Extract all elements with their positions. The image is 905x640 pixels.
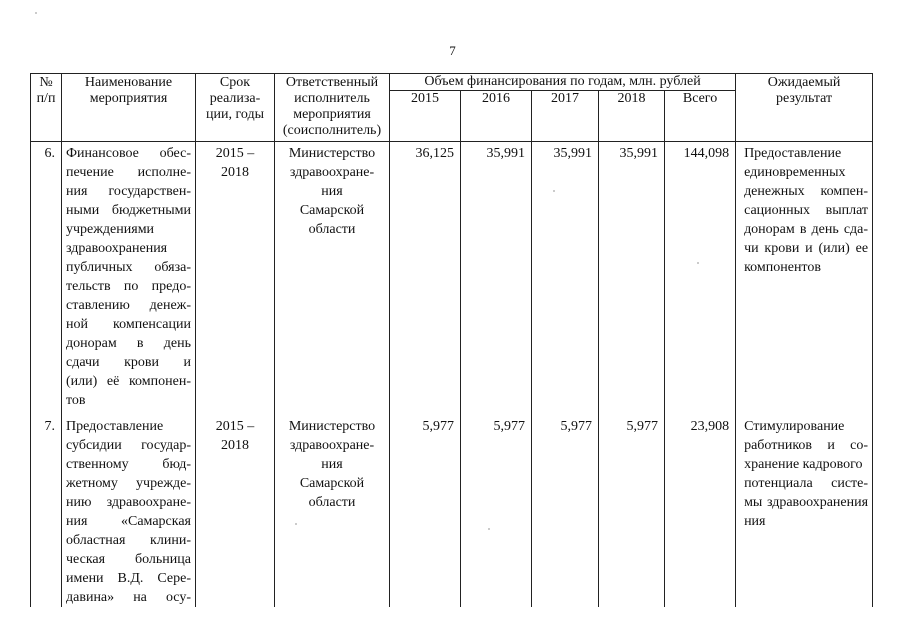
name-line: ния «Самарская bbox=[66, 514, 191, 529]
executor-line: Самарской bbox=[299, 203, 365, 218]
activity-name bbox=[62, 412, 196, 607]
result-line: денежных компен- bbox=[744, 184, 869, 199]
header-term: Срок реализа-ции, годы bbox=[196, 74, 275, 142]
executor-line: здравоохране- bbox=[289, 438, 375, 453]
header-year-2016: 2016 bbox=[461, 91, 532, 142]
name-line: Финансовое обес- bbox=[66, 146, 191, 161]
term-cell bbox=[196, 142, 275, 413]
header-row-main bbox=[31, 74, 873, 91]
result-line: работников и со- bbox=[744, 438, 869, 453]
executor-cell bbox=[275, 142, 390, 413]
executor-line: Министерство bbox=[288, 419, 376, 434]
executor-line: области bbox=[308, 495, 356, 510]
name-line: (или) её компонен- bbox=[66, 374, 191, 389]
result-line: донорам в день сда- bbox=[744, 222, 869, 237]
value-2016: 5,977 bbox=[461, 412, 532, 607]
value-total: 144,098 bbox=[665, 142, 736, 413]
header-num: № п/п bbox=[31, 74, 62, 142]
name-line: ственному бюд- bbox=[66, 457, 191, 472]
executor-line: здравоохране- bbox=[289, 165, 375, 180]
value-2016: 35,991 bbox=[461, 142, 532, 413]
name-line: жетному учрежде- bbox=[66, 476, 191, 491]
result-line: Предоставление bbox=[744, 146, 842, 161]
page-number: 7 bbox=[449, 43, 456, 58]
result-line: хранение кадрового bbox=[744, 457, 863, 472]
header-total: Всего bbox=[665, 91, 736, 142]
scan-speck bbox=[697, 262, 699, 264]
result-line: Стимулирование bbox=[744, 419, 845, 434]
executor-line: Самарской bbox=[299, 476, 365, 491]
name-line: давина» на осу- bbox=[66, 590, 191, 605]
term-line: 2018 bbox=[221, 438, 249, 453]
name-line: нию здравоохране- bbox=[66, 495, 191, 510]
financing-table bbox=[30, 73, 873, 607]
term-cell bbox=[196, 412, 275, 607]
name-line: ными бюджетными bbox=[66, 203, 191, 218]
result-line: ния bbox=[744, 514, 766, 529]
result-line: единовременных bbox=[744, 165, 846, 180]
name-line: субсидии государ- bbox=[66, 438, 191, 453]
result-line: потенциала систе- bbox=[744, 476, 869, 491]
name-line: Предоставление bbox=[66, 419, 164, 434]
term-line: 2015 – bbox=[215, 146, 255, 161]
scan-speck bbox=[35, 12, 37, 14]
header-name: Наименование мероприятия bbox=[62, 74, 196, 142]
name-line: ния государствен- bbox=[66, 184, 191, 199]
header-financing: Объем финансирования по годам, млн. рублей bbox=[390, 74, 736, 91]
executor-line: области bbox=[308, 222, 356, 237]
scan-speck bbox=[295, 523, 297, 525]
name-line: тов bbox=[66, 393, 86, 408]
name-line: тельств по предо- bbox=[66, 279, 191, 294]
name-line: публичных обяза- bbox=[66, 260, 191, 275]
name-line: здравоохранения bbox=[66, 241, 168, 256]
row-number: 7. bbox=[31, 412, 62, 607]
value-2017: 5,977 bbox=[532, 412, 599, 607]
header-year-2015: 2015 bbox=[390, 91, 461, 142]
result-line: чи крови и (или) ее bbox=[744, 241, 869, 256]
executor-line: Министерство bbox=[288, 146, 376, 161]
scan-speck bbox=[553, 190, 555, 192]
header-executor: Ответственный исполнитель мероприятия (соисполнитель) bbox=[275, 74, 390, 142]
table-row bbox=[31, 142, 873, 413]
executor-cell bbox=[275, 412, 390, 607]
expected-result bbox=[736, 142, 873, 413]
value-2017: 35,991 bbox=[532, 142, 599, 413]
value-2018: 35,991 bbox=[599, 142, 665, 413]
name-line: ческая больница bbox=[66, 552, 191, 567]
value-total: 23,908 bbox=[665, 412, 736, 607]
header-year-2018: 2018 bbox=[599, 91, 665, 142]
row-number: 6. bbox=[31, 142, 62, 413]
value-2018: 5,977 bbox=[599, 412, 665, 607]
header-result: Ожидаемый результат bbox=[736, 74, 873, 142]
table-row bbox=[31, 412, 873, 607]
name-line: печение исполне- bbox=[66, 165, 191, 180]
executor-line: ния bbox=[321, 184, 343, 199]
result-line: мы здравоохранения bbox=[744, 495, 869, 510]
term-line: 2015 – bbox=[215, 419, 255, 434]
header-year-2017: 2017 bbox=[532, 91, 599, 142]
result-line: компонентов bbox=[744, 260, 821, 275]
name-line: областная клини- bbox=[66, 533, 191, 548]
name-line: сдачи крови и bbox=[66, 355, 191, 370]
value-2015: 36,125 bbox=[390, 142, 461, 413]
name-line: ной компенсации bbox=[66, 317, 191, 332]
name-line: имени В.Д. Сере- bbox=[66, 571, 191, 586]
activity-name bbox=[62, 142, 196, 413]
term-line: 2018 bbox=[221, 165, 249, 180]
name-line: ставлению денеж- bbox=[66, 298, 191, 313]
name-line: учреждениями bbox=[66, 222, 155, 237]
name-line: донорам в день bbox=[66, 336, 191, 351]
expected-result bbox=[736, 412, 873, 607]
result-line: сационных выплат bbox=[744, 203, 869, 218]
scan-speck bbox=[488, 528, 490, 530]
value-2015: 5,977 bbox=[390, 412, 461, 607]
executor-line: ния bbox=[321, 457, 343, 472]
